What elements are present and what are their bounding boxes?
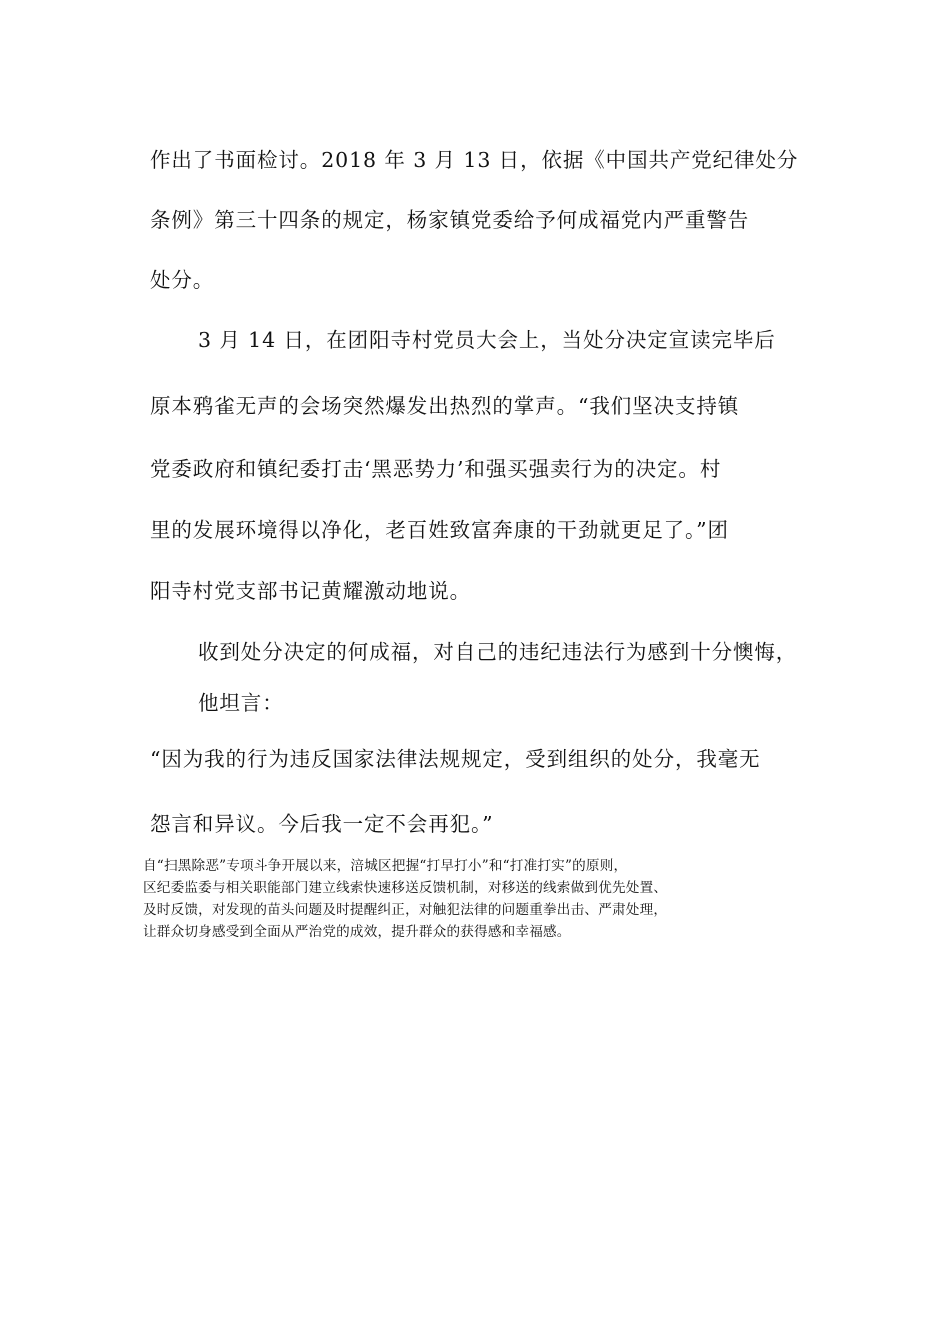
- paragraph-line: 3 月 14 日，在团阳寺村党员大会上，当处分决定宣读完毕后: [198, 328, 776, 352]
- summary-line: 让群众切身感受到全面从严治党的成效，提升群众的获得感和幸福感。: [143, 924, 571, 940]
- summary-line: 及时反馈，对发现的苗头问题及时提醒纠正，对触犯法律的问题重拳出击、严肃处理，: [143, 902, 668, 918]
- paragraph-line: 阳寺村党支部书记黄耀激动地说。: [150, 579, 471, 603]
- paragraph-line: 里的发展环境得以净化，老百姓致富奔康的干劲就更足了。”团: [150, 518, 729, 542]
- paragraph-line: 党委政府和镇纪委打击‘黑恶势力’和强买强卖行为的决定。村: [150, 457, 722, 481]
- paragraph-line: 处分。: [150, 268, 215, 292]
- paragraph-line: 收到处分决定的何成福，对自己的违纪违法行为感到十分懊悔，: [198, 640, 798, 664]
- paragraph-line: 条例》第三十四条的规定，杨家镇党委给予何成福党内严重警告: [150, 208, 750, 232]
- quote-line: 怨言和异议。今后我一定不会再犯。”: [150, 812, 494, 836]
- paragraph-line: 作出了书面检讨。2018 年 3 月 13 日，依据《中国共产党纪律处分: [150, 148, 799, 172]
- summary-line: 区纪委监委与相关职能部门建立线索快速移送反馈机制，对移送的线索做到优先处置、: [143, 880, 668, 896]
- paragraph-line: 他坦言：: [198, 691, 284, 715]
- quote-line: “因为我的行为违反国家法律法规规定，受到组织的处分，我毫无: [150, 747, 761, 771]
- summary-line: 自“扫黑除恶”专项斗争开展以来，涪城区把握“打早打小”和“打准打实”的原则，: [143, 858, 628, 874]
- paragraph-line: 原本鸦雀无声的会场突然爆发出热烈的掌声。“我们坚决支持镇: [150, 394, 740, 418]
